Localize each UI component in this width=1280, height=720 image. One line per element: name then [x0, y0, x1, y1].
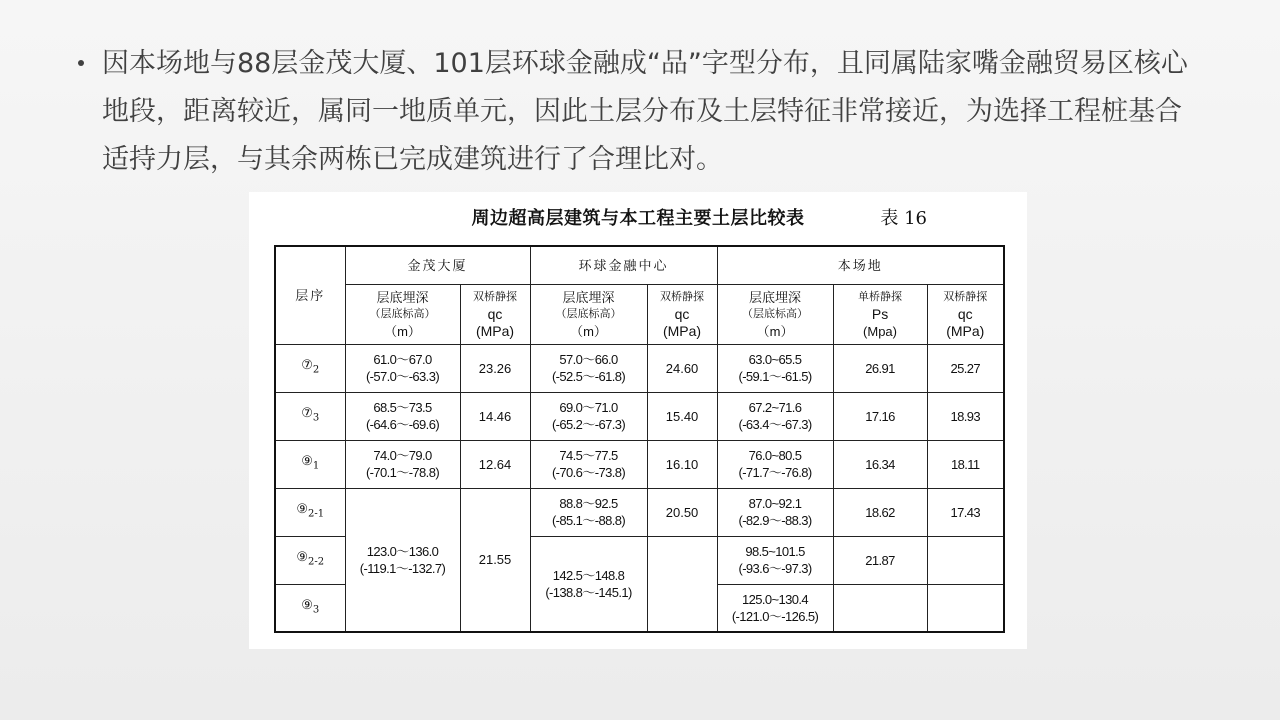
hq-merged-depth-cell: 142.5～148.8 (-138.8～-145.1): [530, 536, 647, 632]
bc-qc-cell: 25.27: [927, 344, 1004, 392]
bullet-dot-icon: [78, 60, 84, 66]
layer-cell: $⑨_{2-1}$: [275, 488, 345, 536]
hq-depth-cell: 88.8～92.5 (-85.1～-88.8): [530, 488, 647, 536]
bc-ps-cell: 18.62: [833, 488, 927, 536]
hq-depth-cell: 57.0～66.0 (-52.5～-61.8): [530, 344, 647, 392]
bc-qc-cell: 17.43: [927, 488, 1004, 536]
group-swfc: 环球金融中心: [530, 246, 717, 284]
hq-qc-cell: 24.60: [647, 344, 717, 392]
bc-depth-cell: 63.0~65.5 (-59.1～-61.5): [717, 344, 833, 392]
hq-qc-cell: 20.50: [647, 488, 717, 536]
table-number: 表 16: [880, 208, 927, 229]
jm-depth-cell: 74.0～79.0 (-70.1～-78.8): [345, 440, 460, 488]
hq-merged-qc-cell: [647, 536, 717, 632]
jm-depth-cell: 61.0～67.0 (-57.0～-63.3): [345, 344, 460, 392]
bc-ps-cell: 21.87: [833, 536, 927, 584]
table-header-row-groups: [275, 246, 1004, 284]
bc-depth-cell: 87.0~92.1 (-82.9～-88.3): [717, 488, 833, 536]
table-row: [275, 488, 1004, 536]
bc-depth-cell: 76.0~80.5 (-71.7～-76.8): [717, 440, 833, 488]
table-row: [275, 392, 1004, 440]
jm-qc-cell: 14.46: [460, 392, 530, 440]
jm-qc-cell: 23.26: [460, 344, 530, 392]
bc-depth-header: 层底埋深 （层底标高） （m）: [717, 284, 833, 344]
table-title: 周边超高层建筑与本工程主要土层比较表: [471, 208, 805, 229]
bullet-text: 因本场地与88层金茂大厦、101层环球金融成“品”字型分布，且同属陆家嘴金融贸易区核心地段，距离较近，属同一地质单元，因此土层分布及土层特征非常接近，为选择工程桩基合适持力层，与其余两栋已完成建筑进行了合理比对。: [102, 48, 1188, 175]
layer-cell: $⑦_3$: [275, 392, 345, 440]
table-row: [275, 440, 1004, 488]
jm-qc-header: 双桥静探 qc (MPa): [460, 284, 530, 344]
layer-cell: $⑨_3$: [275, 584, 345, 632]
table-header-row-columns: [275, 284, 1004, 344]
bc-qc-header: 双桥静探 qc (MPa): [927, 284, 1004, 344]
jm-depth-cell: 68.5～73.5 (-64.6～-69.6): [345, 392, 460, 440]
soil-comparison-table: [274, 245, 1005, 633]
jm-depth-header: 层底埋深 （层底标高） （m）: [345, 284, 460, 344]
bc-ps-cell: 17.16: [833, 392, 927, 440]
bc-qc-cell: [927, 584, 1004, 632]
jm-qc-cell: 12.64: [460, 440, 530, 488]
group-this-site: 本场地: [717, 246, 1004, 284]
jm-merged-qc-cell: 21.55: [460, 488, 530, 632]
bc-qc-cell: [927, 536, 1004, 584]
hq-qc-cell: 16.10: [647, 440, 717, 488]
layer-cell: $⑨_{2-2}$: [275, 536, 345, 584]
bc-ps-header: 单桥静探 Ps (Mpa): [833, 284, 927, 344]
bc-ps-cell: 26.91: [833, 344, 927, 392]
layer-cell: $⑦_2$: [275, 344, 345, 392]
hq-qc-cell: 15.40: [647, 392, 717, 440]
group-jinmao: 金茂大厦: [345, 246, 530, 284]
bc-ps-cell: [833, 584, 927, 632]
bc-qc-cell: 18.93: [927, 392, 1004, 440]
bullet-paragraph: [78, 40, 1208, 184]
hq-depth-cell: 69.0～71.0 (-65.2～-67.3): [530, 392, 647, 440]
comparison-table-image: [249, 192, 1027, 649]
hq-qc-header: 双桥静探 qc (MPa): [647, 284, 717, 344]
bc-ps-cell: 16.34: [833, 440, 927, 488]
table-row: [275, 344, 1004, 392]
jm-merged-depth-cell: 123.0～136.0 (-119.1～-132.7): [345, 488, 460, 632]
layer-header: 层序: [275, 246, 345, 344]
bc-depth-cell: 125.0~130.4 (-121.0～-126.5): [717, 584, 833, 632]
hq-depth-header: 层底埋深 （层底标高） （m）: [530, 284, 647, 344]
bc-depth-cell: 67.2~71.6 (-63.4～-67.3): [717, 392, 833, 440]
layer-cell: $⑨_1$: [275, 440, 345, 488]
hq-depth-cell: 74.5～77.5 (-70.6～-73.8): [530, 440, 647, 488]
bc-qc-cell: 18.11: [927, 440, 1004, 488]
bc-depth-cell: 98.5~101.5 (-93.6～-97.3): [717, 536, 833, 584]
